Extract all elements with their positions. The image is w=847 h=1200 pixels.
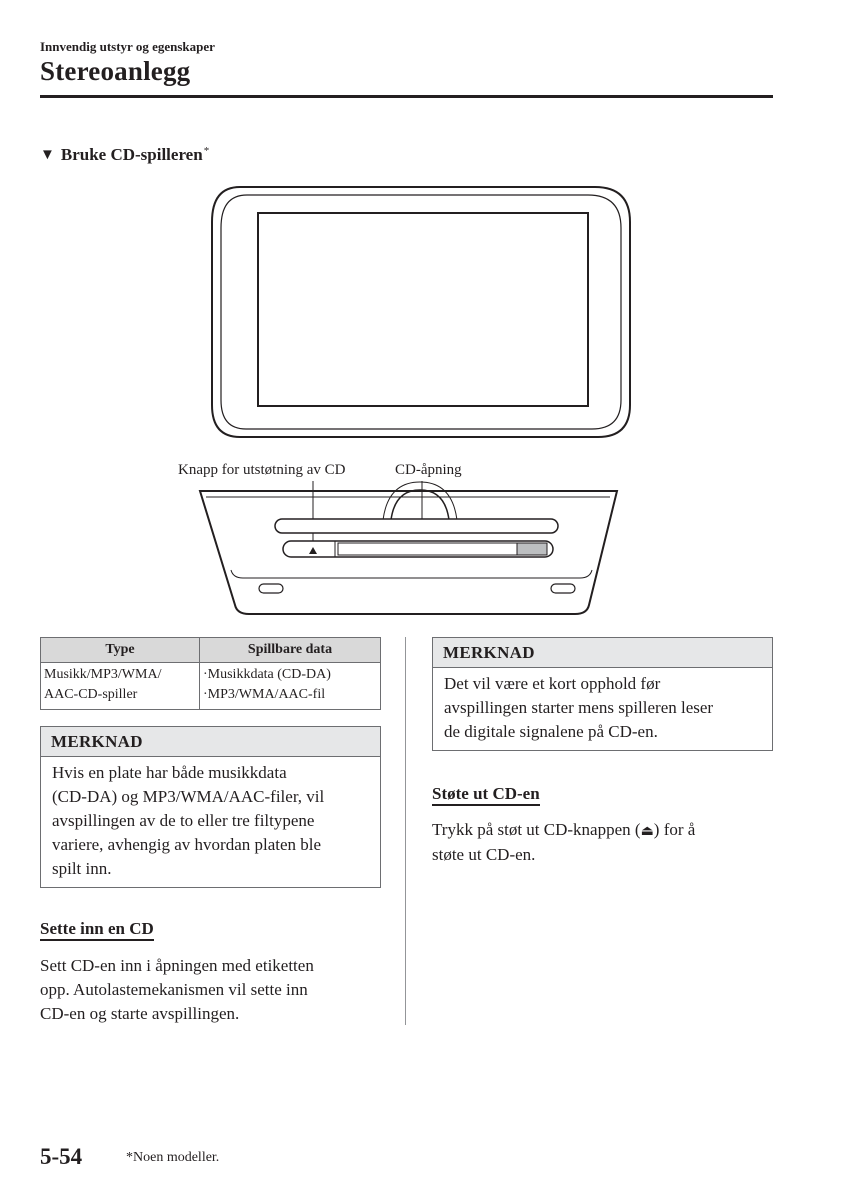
table-cell-data: [200, 663, 381, 710]
text-line: støte ut CD-en.: [432, 845, 536, 864]
note-line: (CD-DA) og MP3/WMA/AAC-filer, vil: [52, 787, 325, 806]
eject-icon: ⏏: [640, 823, 654, 839]
note-body: [433, 668, 772, 750]
page-number: 5-54: [40, 1144, 83, 1169]
section-marker-icon: ▼: [40, 146, 55, 163]
note-box-right: [432, 637, 773, 751]
note-box-left: [40, 726, 381, 888]
note-heading: MERKNAD: [41, 727, 380, 757]
cd-slot-callout: CD-åpning: [395, 462, 462, 478]
note-line: avspillingen av de to eller tre filtypene: [52, 811, 315, 830]
note-line: de digitale signalene på CD-en.: [444, 722, 658, 741]
footnote-mark: *: [203, 145, 210, 157]
text-line: Sett CD-en inn i åpningen med etiketten: [40, 956, 314, 975]
insert-cd-heading: Sette inn en CD: [40, 919, 154, 941]
cell-line: ·MP3/WMA/AAC-fil: [203, 687, 326, 702]
table-header-type: Type: [41, 638, 200, 663]
column-divider: [405, 637, 406, 1025]
cd-player-illustration: [170, 180, 650, 620]
page-title: Stereoanlegg: [40, 56, 191, 86]
table-cell-type: [41, 663, 200, 710]
note-line: Det vil være et kort opphold før: [444, 674, 661, 693]
note-line: avspillingen starter mens spilleren leser: [444, 698, 714, 717]
cell-line: ·Musikkdata (CD-DA): [203, 667, 331, 682]
note-body: [41, 757, 380, 887]
text-line: [432, 818, 695, 843]
cd-unit-icon: [200, 482, 617, 614]
table-row: [41, 663, 381, 710]
text-line: opp. Autolastemekanismen vil sette inn: [40, 980, 308, 999]
section-heading: [40, 145, 209, 165]
text-fragment: Trykk på støt ut CD-knappen (: [432, 820, 641, 839]
display-screen-icon: [212, 187, 630, 437]
cell-line: Musikk/MP3/WMA/: [44, 667, 162, 682]
insert-cd-text: [40, 954, 314, 1026]
title-divider: [40, 95, 773, 98]
note-line: variere, avhengig av hvordan platen ble: [52, 835, 322, 854]
chapter-title: Innvendig utstyr og egenskaper: [40, 39, 215, 54]
eject-cd-heading: Støte ut CD-en: [432, 784, 540, 806]
cell-line: AAC-CD-spiller: [44, 687, 138, 702]
table-header-data: Spillbare data: [200, 638, 381, 663]
text-fragment: ) for å: [653, 820, 696, 839]
section-title: Bruke CD-spilleren: [60, 145, 203, 164]
note-line: spilt inn.: [52, 859, 112, 878]
footnote: *Noen modeller.: [126, 1150, 220, 1165]
note-line: Hvis en plate har både musikkdata: [52, 763, 287, 782]
eject-button-callout: Knapp for utstøtning av CD: [178, 462, 346, 478]
eject-cd-text: [432, 818, 695, 867]
text-line: CD-en og starte avspillingen.: [40, 1004, 240, 1023]
note-heading: MERKNAD: [433, 638, 772, 668]
playable-data-table: [40, 637, 381, 710]
